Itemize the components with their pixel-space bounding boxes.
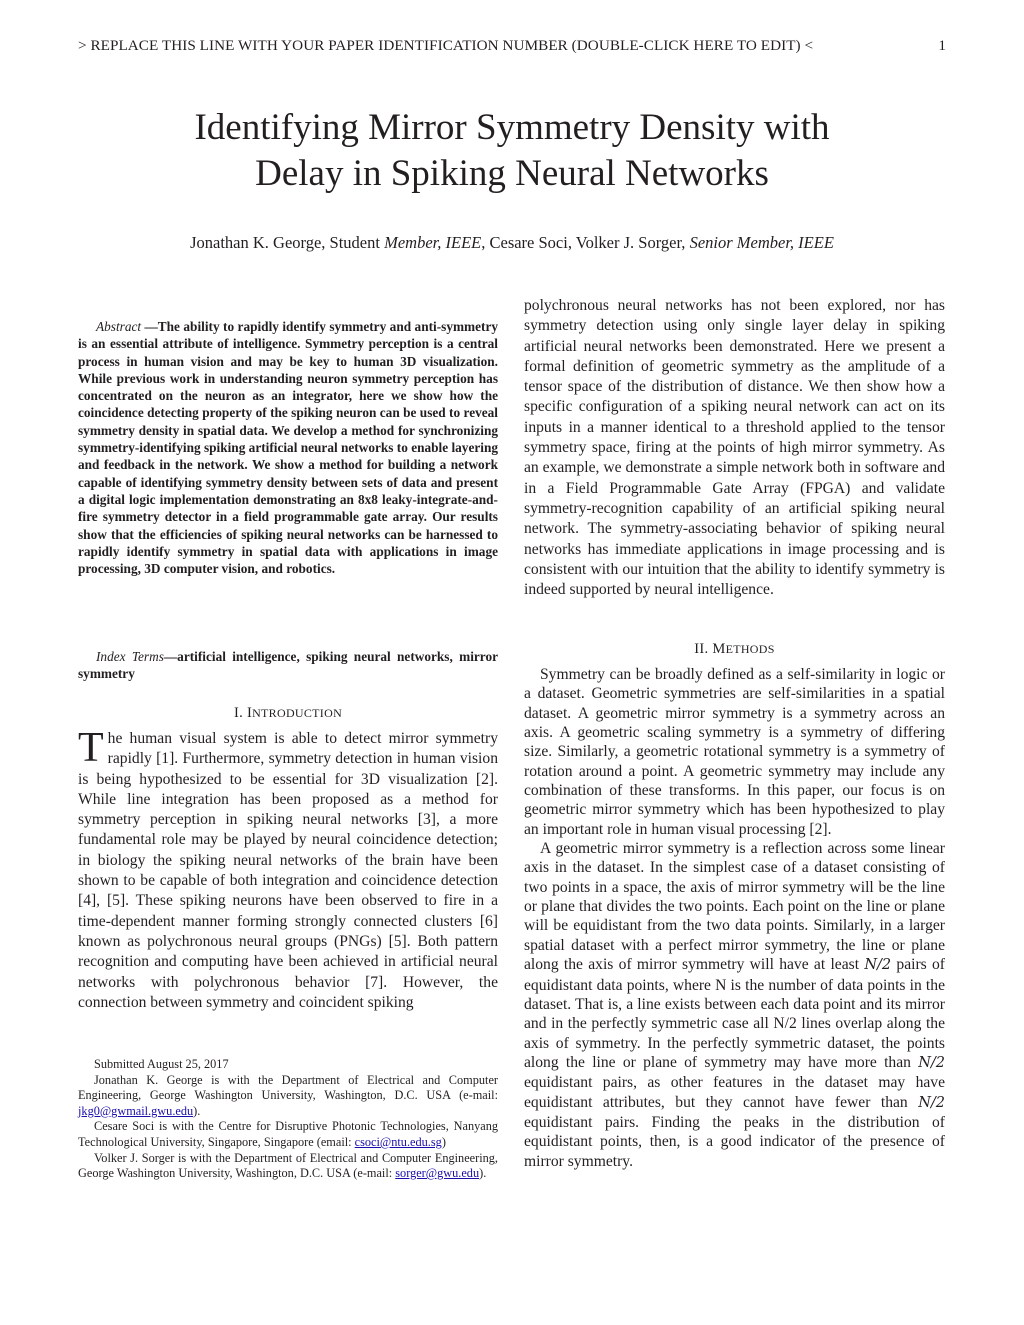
author-1-name: Jonathan K. George, Student [190,233,385,252]
section-heading-methods: II. METHODS [694,641,775,657]
footnotes [78,1057,498,1182]
methods-body [524,665,945,1171]
page-number: 1 [938,37,946,54]
methods-paragraph-2: A geometric mirror symmetry is a reflection across some linear axis in the dataset. In the simplest case of a dataset consisting of two points in a space, the axis of mirror symmetry will be the line or plane that divides the two points. Each point on the line or plane will be equidistant from the two data points. Similarly, in a larger spatial dataset with a perfect mirror symmetry, the line or plane along the axis of mirror symmetry will have at least N/2 pairs of equidistant data points, where N is the number of data points in the dataset. That is, a line exists between each data point and its mirror and in the perfectly symmetric case all N/2 lines overlap along the axis of symmetry. In the perfectly symmetric dataset, the points along the line or plane of symmetry may have more than N/2 equidistant pairs, as other features in the dataset may have equidistant attributes, but they cannot have fewer than N/2 equidistant pairs. Finding the peaks in the distribution of equidistant points, then, is a good indicator of the presence of mirror symmetry. [524,840,945,1170]
footnote-author-2: Cesare Soci is with the Centre for Disruptive Photonic Technologies, Nanyang Technological University, Singapore, Singapore (email: csoci@ntu.edu.sg) [78,1119,498,1149]
footnote-author-1: Jonathan K. George is with the Department of Electrical and Computer Engineering, George Washington University, Washington, D.C. USA (e-mail: jkg0@gwmail.gwu.edu). [78,1072,498,1118]
math-n-over-2: N/2 [918,1094,945,1111]
introduction-continued: polychronous neural networks has not been explored, nor has symmetry detection using only single layer delay in spiking artificial neural networks been demonstrated. Here we present a formal definition of geometric symmetry as the amplitude of a tensor space of the distribution of distance. We then show how a specific configuration of a spiking neural network can act on its inputs in a manner identical to a threshold applied to the tensor symmetry space, firing at the points of high mirror symmetry. As an example, we demonstrate a simple network both in software and in a Field Programmable Gate Array (FPGA) and validate symmetry-recognition capability of an artificial spiking neural network. The symmetry-associating behavior of spiking neural networks has immediate applications in image processing and is consistent with our intuition that the ability to identify symmetry is indeed supported by neural intelligence. [524,297,945,599]
math-n-over-2: N/2 [864,957,892,974]
email-link-soci[interactable]: csoci@ntu.edu.sg [354,1134,442,1149]
abstract [78,318,498,577]
abstract-label: Abstract [96,319,142,334]
email-link-sorger[interactable]: sorger@gwu.edu [395,1166,480,1181]
index-terms-label: Index Terms [96,649,164,664]
index-terms [78,648,498,683]
introduction-body [78,725,498,1013]
title-line-2: Delay in Spiking Neural Networks [255,153,769,194]
author-2-name: , Cesare Soci, Volker J. Sorger, [481,233,690,252]
abstract-text: —The ability to rapidly identify symmetry and anti-symmetry is an essential attribute of intelligence. Symmetry perception is a central process in human vision and may be key to human 3D visualization. While previous work in understanding neuron symmetry perception has concentrated on the neuron as an integrator, here we show how the coincidence detecting property of the spiking neuron can be used to reveal symmetry density in spatial data. We develop a method for synchronizing symmetry-identifying spiking artificial neural networks to enable layering and feedback in the network. We show a method for building a network capable of identifying symmetry density between sets of data and present a digital logic implementation demonstrating an 8x8 leaky-integrate-and-fire symmetry detector in a field programmable gate array. Our results show that the efficiencies of spiking neural networks can be harnessed to rapidly identify symmetry in spatial data with applications in image processing, 3D computer vision, and robotics. [78,319,498,577]
author-1-role: Member, IEEE [384,233,482,252]
running-head: > REPLACE THIS LINE WITH YOUR PAPER IDENTIFICATION NUMBER (DOUBLE-CLICK HERE TO EDIT) < [78,37,814,54]
methods-paragraph-1: Symmetry can be broadly defined as a self-similarity in logic or a dataset. Geometric symmetries are self-similarities in a spatial dataset. A geometric mirror symmetry is a symmetry across an axis. A geometric scaling symmetry is a symmetry of differing size. Similarly, a geometric rotational symmetry is a symmetry of rotation around a point. A geometric symmetry may include any combination of these transforms. In this paper, our focus is on geometric mirror symmetry which has been hypothesized to play an important role in human visual processing [2]. [524,666,945,838]
math-n-over-2: N/2 [918,1054,945,1071]
author-list [90,233,934,253]
paper-title [90,105,934,197]
index-terms-text: —artificial intelligence, spiking neural networks, mirror symmetry [78,649,498,682]
title-line-1: Identifying Mirror Symmetry Density with [194,107,830,148]
introduction-text: he human visual system is able to detect mirror symmetry rapidly [1]. Furthermore, symmetry detection in human vision is being hypothesized to be essential for 3D visualization [2]. While line integration has been proposed as a method for symmetry perception in spiking neural networks [3], a more fundamental role may be played by neural coincidence detection; in biology the spiking neural networks of the brain have been shown to be capable of both integration and coincidence detection [4], [5]. These spiking neurons have been observed to fire in a time-dependent manner forming strongly connected clusters [6] known as polychronous neural groups (PNGs) [5]. Both pattern recognition and computing have been achieved in artificial neural networks with polychronous behavior [7]. However, the connection between symmetry and coincident spiking [78,730,498,1011]
drop-cap: T [78,725,104,771]
author-3-role: Senior Member, IEEE [689,233,834,252]
section-heading-introduction: I. INTRODUCTION [233,705,343,721]
email-link-george[interactable]: jkg0@gwmail.gwu.edu [78,1103,194,1118]
footnote-submitted: Submitted August 25, 2017 [94,1057,229,1071]
footnote-author-3: Volker J. Sorger is with the Department of Electrical and Computer Engineering, George Washington University, Washington, D.C. USA (e-mail: sorger@gwu.edu). [78,1150,498,1181]
